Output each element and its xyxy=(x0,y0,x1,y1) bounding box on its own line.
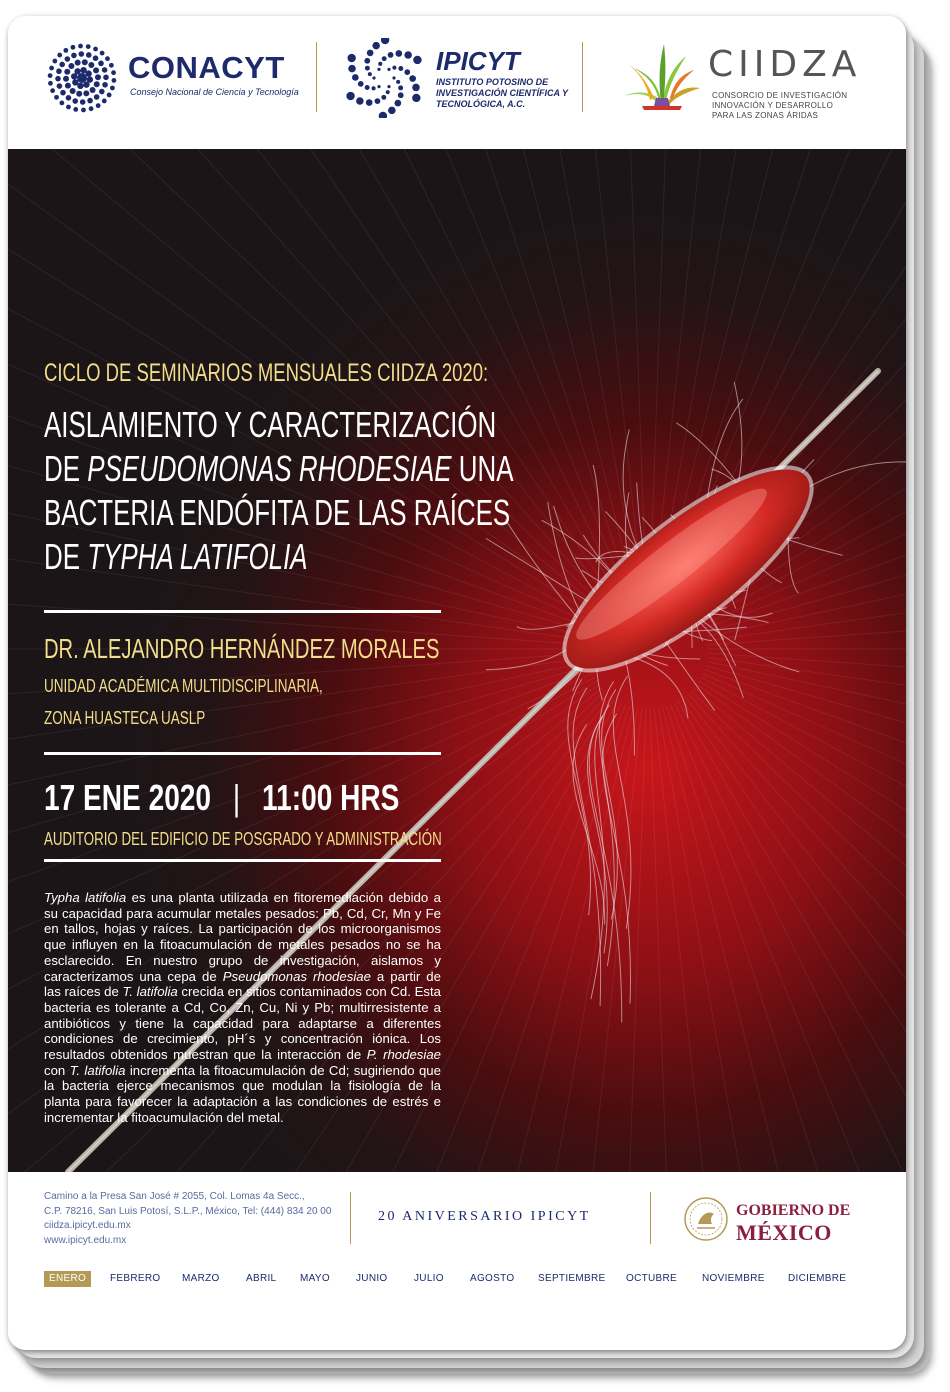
speaker-affiliation: UNIDAD ACADÉMICA MULTIDISCIPLINARIA, xyxy=(44,676,323,696)
ciidza-plant-logo-icon xyxy=(620,38,704,114)
gobierno-label: GOBIERNO DE xyxy=(736,1202,851,1219)
title-line: BACTERIA ENDÓFITA DE LAS RAÍCES xyxy=(44,492,511,533)
speaker-name: DR. ALEJANDRO HERNÁNDEZ MORALES xyxy=(44,633,440,664)
divider-rule xyxy=(44,610,441,613)
abstract-text: Typha latifolia es una planta utilizada en fitoremediación debido a su capacidad para acumular metales pesados: Pb, Cd, Cr, Mn y Fe en tallos, hojas y raíces. La participación de los microorganismos que influyen en la fitoacumulación de metales pesados no se ha esclarecido. En nuestro grupo de investigación, aislamos y caracterizamos una cepa de Pseudomonas rhodesiae a partir de las raíces de T. latifolia crecida en sitios contaminados con Cd. Esta bacteria es tolerante a Cd, Co, Zn, Cu, Ni y Pb; multirresistente a antibióticos y tiene la capacidad para adaptarse a diferentes condiciones de crecimiento, pH´s y concentración iónica. Los resultados obtenidos muestran que la interacción de P. rhodesiae con T. latifolia incrementa la fitoacumulación de Cd; sugiriendo que la bacteria ejerce mecanismos que modulan la fisiología de la planta para favorecer la adaptación a las condiciones de estrés e incrementar la fitoacumulación del metal. xyxy=(44,890,442,1125)
header-divider xyxy=(316,42,317,112)
contact-address: Camino a la Presa San José # 2055, Col. Lomas 4a Secc., C.P. 78216, San Luis Potosí, S.L.P., México, Tel: (444) 834 20 00 ciidza.ipicyt.edu.mx www.ipicyt.edu.mx xyxy=(44,1190,334,1248)
ipicyt-name: IPICYT xyxy=(436,46,520,76)
seminar-poster xyxy=(8,16,906,1350)
title-line: DE TYPHA LATIFOLIA xyxy=(44,536,308,577)
month-marzo: MARZO xyxy=(182,1273,220,1284)
month-agosto: AGOSTO xyxy=(470,1273,515,1284)
month-julio: JULIO xyxy=(414,1273,444,1284)
divider-rule xyxy=(44,859,441,862)
month-junio: JUNIO xyxy=(356,1273,388,1284)
footer-divider xyxy=(650,1192,651,1244)
month-octubre: OCTUBRE xyxy=(626,1273,677,1284)
event-title xyxy=(44,403,514,579)
event-time: 11:00 HRS xyxy=(262,777,400,818)
event-datetime xyxy=(44,777,399,819)
month-enero: ENERO xyxy=(44,1271,91,1287)
speaker-affiliation: ZONA HUASTECA UASLP xyxy=(44,708,206,728)
event-date: 17 ENE 2020 xyxy=(44,777,212,818)
anniversary-label: 20 ANIVERSARIO IPICYT xyxy=(378,1209,591,1224)
divider-rule xyxy=(44,752,441,755)
month-abril: ABRIL xyxy=(246,1273,277,1284)
event-panel xyxy=(8,149,906,1172)
ciidza-name: CIIDZA xyxy=(708,44,862,85)
ipicyt-subtitle: INSTITUTO POTOSINO DE INVESTIGACIÓN CIENTÍFICA Y TECNOLÓGICA, A.C. xyxy=(436,77,568,109)
conacyt-logo-icon xyxy=(42,38,122,118)
conacyt-name: CONACYT xyxy=(128,50,285,85)
month-mayo: MAYO xyxy=(300,1273,330,1284)
month-febrero: FEBRERO xyxy=(110,1273,161,1284)
mexico-label: MÉXICO xyxy=(736,1220,832,1245)
event-venue: AUDITORIO DEL EDIFICIO DE POSGRADO Y ADMINISTRACIÓN xyxy=(44,829,442,849)
website-link[interactable]: ciidza.ipicyt.edu.mx xyxy=(44,1220,131,1231)
month-noviembre: NOVIEMBRE xyxy=(702,1273,765,1284)
mexico-seal-icon xyxy=(683,1196,729,1242)
poster-footer xyxy=(8,1172,906,1350)
logo-header xyxy=(8,16,906,149)
month-calendar xyxy=(38,1271,878,1287)
month-diciembre: DICIEMBRE xyxy=(788,1273,847,1284)
conacyt-subtitle: Consejo Nacional de Ciencia y Tecnología xyxy=(130,87,299,97)
seminar-series: CICLO DE SEMINARIOS MENSUALES CIIDZA 2020: xyxy=(44,359,489,387)
header-divider xyxy=(582,42,583,112)
title-line: DE PSEUDOMONAS RHODESIAE UNA xyxy=(44,448,514,489)
datetime-separator: | xyxy=(232,777,241,818)
ciidza-subtitle: CONSORCIO DE INVESTIGACIÓN INNOVACIÓN Y DESARROLLO PARA LAS ZONAS ÁRIDAS xyxy=(712,91,848,120)
title-line: AISLAMIENTO Y CARACTERIZACIÓN xyxy=(44,404,497,445)
footer-divider xyxy=(350,1192,351,1244)
ipicyt-logo-icon xyxy=(342,38,426,118)
website-link[interactable]: www.ipicyt.edu.mx xyxy=(44,1234,127,1246)
month-septiembre: SEPTIEMBRE xyxy=(538,1273,606,1284)
